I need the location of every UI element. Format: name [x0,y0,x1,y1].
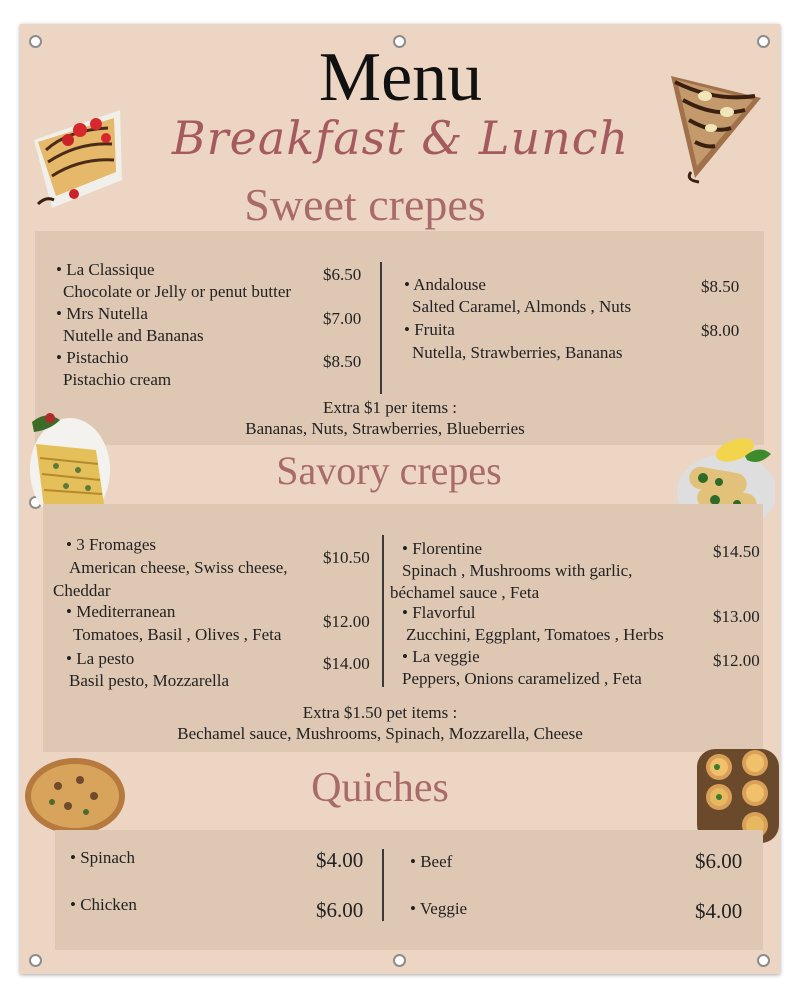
menu-item-description: Pistachio cream [63,370,172,389]
menu-item-name: • 3 Fromages [66,535,156,554]
sweet-extra-note: Extra $1 per items : [322,398,458,417]
savory-crepes-title: Savory crepes [276,448,502,493]
menu-item-name: • La pesto [66,649,135,668]
menu-item-price: $4.00 [316,848,364,872]
menu-item-price: $13.00 [713,607,760,626]
menu-item-description: American cheese, Swiss cheese, [69,558,288,577]
column-divider [382,849,384,921]
menu-item-price: $14.50 [713,542,760,561]
sweet-extra-items: Bananas, Nuts, Strawberries, Blueberries [245,419,525,438]
menu-item-price: $8.50 [701,277,740,296]
menu-item-price: $10.50 [323,548,370,567]
menu-item-description: Zucchini, Eggplant, Tomatoes , Herbs [406,625,664,644]
menu-item-price: $6.50 [323,265,362,284]
menu-item-price: $12.00 [713,651,760,670]
menu-item-price: $8.00 [701,321,740,340]
menu-item-name: • Florentine [402,539,483,558]
menu-item-name: • Spinach [70,848,135,867]
grommet-hole [393,954,406,967]
menu-item-description: Basil pesto, Mozzarella [69,671,230,690]
menu-item-price: $8.50 [323,352,362,371]
menu-item-description: Salted Caramel, Almonds , Nuts [412,297,632,316]
menu-item-description: Nutella, Strawberries, Bananas [412,343,623,362]
savory-extra-note: Extra $1.50 pet items : [302,703,458,722]
grommet-hole [757,954,770,967]
menu-item-name: • Pistachio [56,348,129,367]
menu-item-description: Peppers, Onions caramelized , Feta [402,669,642,688]
menu-item-description: béchamel sauce , Feta [390,583,540,602]
menu-item-name: • Andalouse [404,275,486,294]
menu-item-name: • Chicken [70,895,137,914]
menu-item-name: • Mrs Nutella [56,304,148,323]
menu-item-price: $7.00 [323,309,362,328]
grommet-hole [29,954,42,967]
column-divider [380,262,382,394]
menu-item-description: Chocolate or Jelly or penut butter [63,282,292,301]
menu-item-name: • Flavorful [402,603,476,622]
column-divider [382,535,384,687]
menu-item-price: $14.00 [323,654,370,673]
menu-item-name: • Beef [410,852,453,871]
menu-item-description: Cheddar [53,581,111,600]
menu-item-description: Nutelle and Bananas [63,326,204,345]
menu-item-name: • La Classique [56,260,155,279]
menu-item-price: $12.00 [323,612,370,631]
menu-title: Menu [318,39,483,116]
quiches-title: Quiches [311,765,449,811]
savory-extra-items: Bechamel sauce, Mushrooms, Spinach, Mozzarella, Cheese [177,724,583,743]
crepe-chocolate-image [665,62,765,184]
sweet-crepes-title: Sweet crepes [244,179,486,230]
menu-item-description: Tomatoes, Basil , Olives , Feta [73,625,282,644]
menu-item-name: • Mediterranean [66,602,176,621]
menu-subtitle: Breakfast & Lunch [171,111,630,165]
menu-item-price: $4.00 [695,899,743,923]
menu-item-name: • Fruita [404,320,455,339]
menu-item-price: $6.00 [695,849,743,873]
menu-item-name: • La veggie [402,647,480,666]
menu-item-description: Spinach , Mushrooms with garlic, [402,561,633,580]
menu-item-name: • Veggie [410,899,468,918]
quiches-panel [55,830,763,950]
menu-item-price: $6.00 [316,898,364,922]
